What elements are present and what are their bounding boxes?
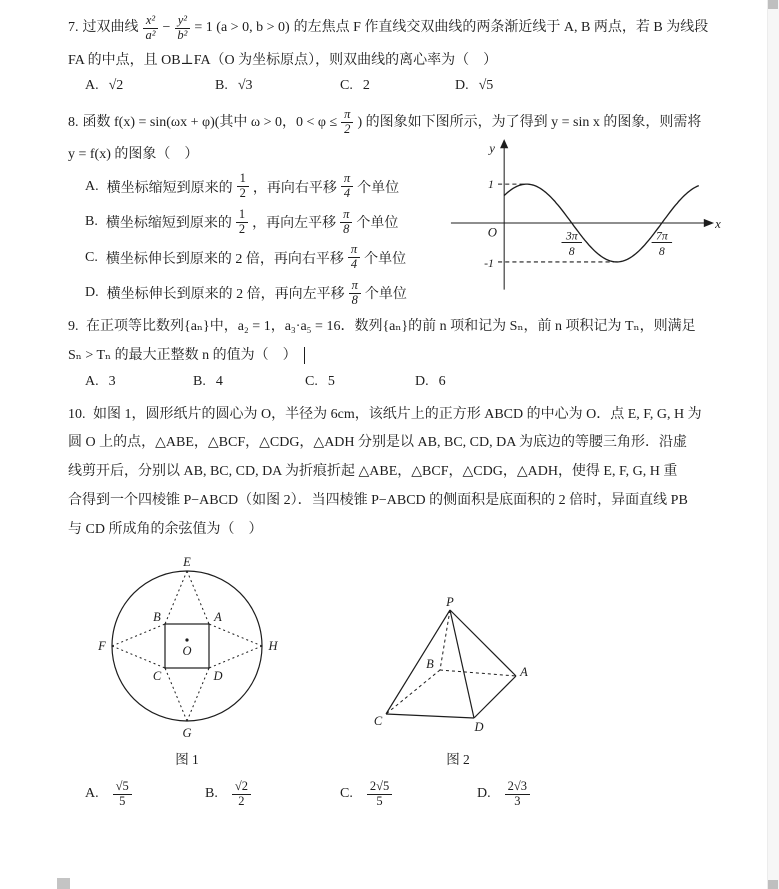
denominator: 3: [514, 793, 521, 808]
q9-text-line2: Sₙ > Tₙ 的最大正整数 n 的值为（ ）: [68, 348, 297, 364]
option-value: 5: [327, 373, 335, 389]
vertical-scrollbar[interactable]: [767, 0, 779, 889]
option-fraction: [232, 780, 251, 809]
q10-text-line2: 圆 O 上的点，△ABE，△BCF，△CDG，△ADH 分别是以 AB, BC, CD, DA 为底边的等腰三角形．沿虚: [68, 435, 688, 451]
circle-figure-svg: [80, 554, 294, 746]
x-tick1-denominator: 8: [568, 244, 575, 258]
scroll-up-button[interactable]: [768, 0, 778, 9]
q7-text-line2: FA 的中点，且 OB⊥FA（O 为坐标原点），则双曲线的离心率为（ ）: [68, 52, 498, 68]
x-tick2-denominator: 8: [658, 244, 665, 258]
q10-number: 10.: [68, 406, 86, 422]
option-label: C.: [340, 786, 353, 802]
option-text: 个单位: [357, 180, 400, 196]
q10-text-line4: 合得到一个四棱锥 P−ABCD（如图 2）．当四棱锥 P−ABCD 的侧面积是底面积的 2 倍时，异面直线 PB: [68, 492, 688, 508]
option-text: 个单位: [364, 251, 407, 267]
denominator: 2: [344, 121, 351, 136]
x-tick1-numerator: 3π: [565, 229, 578, 243]
point-label-B: B: [153, 610, 161, 625]
option-value: √3: [237, 78, 253, 94]
numerator: π: [349, 279, 361, 294]
point-label-G: G: [182, 726, 192, 741]
option-text: ，再向右平移: [252, 180, 337, 196]
option-label: A.: [85, 78, 99, 94]
q7-equation-tail: = 1 (a > 0, b > 0): [194, 20, 290, 36]
y-min-tick-label: -1: [484, 256, 494, 270]
option-value: 6: [438, 373, 446, 389]
option-label: A.: [85, 373, 99, 389]
y-max-tick-label: 1: [488, 177, 494, 191]
figure-2-caption: 图 2: [446, 752, 470, 768]
numerator: y²: [175, 14, 190, 29]
denominator: 8: [351, 292, 358, 307]
denominator: 2: [239, 186, 246, 201]
x-axis-label: x: [715, 216, 721, 231]
q10-option-a[interactable]: [85, 780, 205, 809]
option-label: B.: [85, 214, 98, 230]
q7-line2[interactable]: [68, 50, 719, 72]
center-dot: [185, 639, 188, 642]
x-tick2-numerator: 7π: [655, 229, 668, 243]
figure-1-caption: 图 1: [175, 752, 199, 768]
q8-body: [68, 141, 721, 315]
option-label: C.: [85, 249, 98, 265]
q10-line2[interactable]: [68, 432, 719, 454]
q7-text-pre: 过双曲线: [82, 20, 139, 36]
numerator: π: [348, 243, 360, 258]
point-label-C: C: [373, 714, 383, 729]
figure-2: [358, 596, 558, 768]
denominator: b²: [177, 27, 188, 42]
numerator: 1: [236, 208, 248, 223]
q9-line2[interactable]: [68, 345, 719, 367]
numerator: 2√3: [505, 780, 530, 795]
q10-options: [68, 780, 719, 809]
q10-text-line5: 与 CD 所成角的余弦值为（ ）: [68, 521, 263, 537]
option-value: √2: [108, 78, 124, 94]
denominator: 4: [343, 186, 351, 201]
q8-option-c[interactable]: [68, 243, 440, 272]
numerator: √2: [232, 780, 251, 795]
option-text: ，再向左平移: [252, 216, 337, 232]
q8-text-pre: 函数 f(x) = sin(ωx + φ)(其中 ω > 0，0 < φ ≤: [82, 114, 338, 130]
numerator: 2√5: [367, 780, 392, 795]
denominator: a²: [145, 27, 156, 42]
fraction: [236, 208, 248, 237]
q10-text-line3: 线剪开后，分别以 AB, BC, CD, DA 为折痕折起 △ABE，△BCF，△CDG，△ADH，使得 E, F, G, H 重: [68, 464, 678, 480]
option-text: 横坐标缩短到原来的: [106, 180, 233, 196]
option-text: 个单位: [364, 287, 407, 303]
q9-line1[interactable]: [68, 316, 719, 338]
q10-option-d[interactable]: [477, 780, 534, 809]
fraction: [340, 208, 352, 237]
fraction: [237, 172, 249, 201]
option-label: D.: [415, 373, 429, 389]
q7-option-d[interactable]: [455, 78, 493, 94]
q10-line5[interactable]: [68, 519, 719, 541]
q10-line4[interactable]: [68, 490, 719, 512]
option-label: D.: [85, 285, 99, 301]
center-label-O: O: [182, 644, 192, 659]
numerator: 1: [237, 172, 249, 187]
option-text: 个单位: [356, 216, 399, 232]
q10-line3[interactable]: [68, 461, 719, 483]
numerator: √5: [113, 780, 132, 795]
point-label-B: B: [426, 657, 434, 672]
q10-figures: [68, 554, 719, 768]
q9-number: 9.: [68, 319, 79, 335]
q8-option-a[interactable]: [68, 172, 440, 201]
horizontal-scroll-button[interactable]: [57, 878, 70, 889]
q9-option-b[interactable]: [193, 374, 305, 390]
option-fraction: [113, 780, 132, 809]
q8-line1[interactable]: [68, 108, 719, 137]
point-label-E: E: [183, 555, 191, 570]
option-text: 横坐标伸长到原来的 2 倍，再向右平移: [105, 251, 344, 267]
q8-left-column: [68, 144, 440, 315]
point-label-D: D: [213, 669, 223, 684]
y-axis-label: y: [489, 141, 495, 156]
option-label: B.: [205, 786, 218, 802]
pyramid-hidden-edges: [386, 610, 516, 714]
q8-text-post: ) 的图象如下图所示，为了得到 y = sin x 的图象，则需将: [357, 114, 702, 130]
option-label: B.: [193, 373, 206, 389]
q9-option-a[interactable]: [85, 374, 193, 390]
fraction: [341, 172, 353, 201]
q8-sine-graph: [442, 136, 724, 313]
option-value: 3: [108, 373, 116, 389]
point-label-A: A: [520, 665, 528, 680]
fraction: [348, 243, 360, 272]
q9-options: [68, 374, 719, 390]
q7-option-b[interactable]: [215, 78, 340, 94]
q7-options: [68, 78, 719, 94]
q7-line1[interactable]: [68, 14, 719, 43]
point-label-C: C: [152, 669, 162, 684]
fraction: [349, 279, 361, 308]
point-label-P: P: [446, 596, 454, 610]
point-label-D: D: [474, 720, 484, 735]
q9-option-c[interactable]: [305, 374, 415, 390]
option-fraction: [505, 780, 530, 809]
sine-graph-svg: [442, 136, 724, 308]
q8-fraction-phi-bound: [341, 108, 353, 137]
q8-line2[interactable]: [68, 144, 440, 166]
denominator: 8: [343, 221, 350, 236]
q7-option-c[interactable]: [340, 78, 455, 94]
q7-fraction-y: [174, 14, 190, 43]
y-axis-arrow: [500, 139, 508, 148]
figure-1: [80, 554, 294, 768]
option-label: A.: [85, 786, 99, 802]
q8-option-b[interactable]: [68, 208, 440, 237]
pyramid-solid-edges: [386, 610, 516, 718]
q7-number: 7.: [68, 20, 79, 36]
point-label-A: A: [214, 610, 222, 625]
scroll-down-button[interactable]: [768, 880, 778, 889]
origin-label: O: [487, 225, 497, 240]
q10-text-line1: 如图 1，圆形纸片的圆心为 O，半径为 6cm，该纸片上的正方形 ABCD 的中心为 O．点 E, F, G, H 为: [93, 406, 702, 422]
minus-sign: −: [162, 20, 171, 36]
pyramid-figure-svg: [358, 596, 558, 746]
point-label-H: H: [268, 639, 278, 654]
q9-text-line1: 在正项等比数列{aₙ}中，a₂ = 1，a₃·a₅ = 16．数列{aₙ}的前 n 项和记为 Sₙ，前 n 项积记为 Tₙ，则满足: [86, 319, 696, 335]
x-axis-arrow: [704, 219, 714, 227]
option-label: C.: [340, 78, 353, 94]
numerator: π: [340, 208, 352, 223]
numerator: π: [341, 108, 353, 123]
numerator: x²: [143, 14, 158, 29]
option-label: B.: [215, 78, 228, 94]
text-cursor: [304, 347, 305, 364]
option-label: C.: [305, 373, 318, 389]
q8-text-line2: y = f(x) 的图象（ ）: [68, 146, 199, 162]
q9-option-d[interactable]: [415, 374, 446, 390]
denominator: 4: [350, 257, 358, 272]
option-value: 2: [362, 78, 370, 94]
option-text: 横坐标缩短到原来的: [105, 216, 232, 232]
denominator: 2: [238, 793, 245, 808]
denominator: 5: [119, 793, 126, 808]
option-value: 4: [215, 373, 223, 389]
q7-text-post: 的左焦点 F 作直线交双曲线的两条渐近线于 A, B 两点，若 B 为线段: [293, 20, 709, 36]
point-label-F: F: [98, 639, 106, 654]
denominator: 5: [376, 793, 383, 808]
q10-line1[interactable]: [68, 404, 719, 426]
q10-option-b[interactable]: [205, 780, 340, 809]
q10-option-c[interactable]: [340, 780, 477, 809]
denominator: 2: [238, 221, 246, 236]
option-label: D.: [455, 78, 469, 94]
option-text: 横坐标伸长到原来的 2 倍，再向左平移: [106, 287, 345, 303]
numerator: π: [341, 172, 353, 187]
q7-option-a[interactable]: [85, 78, 215, 94]
option-label: A.: [85, 178, 99, 194]
option-label: D.: [477, 786, 491, 802]
option-value: √5: [478, 78, 494, 94]
option-fraction: [367, 780, 392, 809]
q8-number: 8.: [68, 114, 79, 130]
q7-fraction-x: [143, 14, 159, 43]
q8-option-d[interactable]: [68, 279, 440, 308]
